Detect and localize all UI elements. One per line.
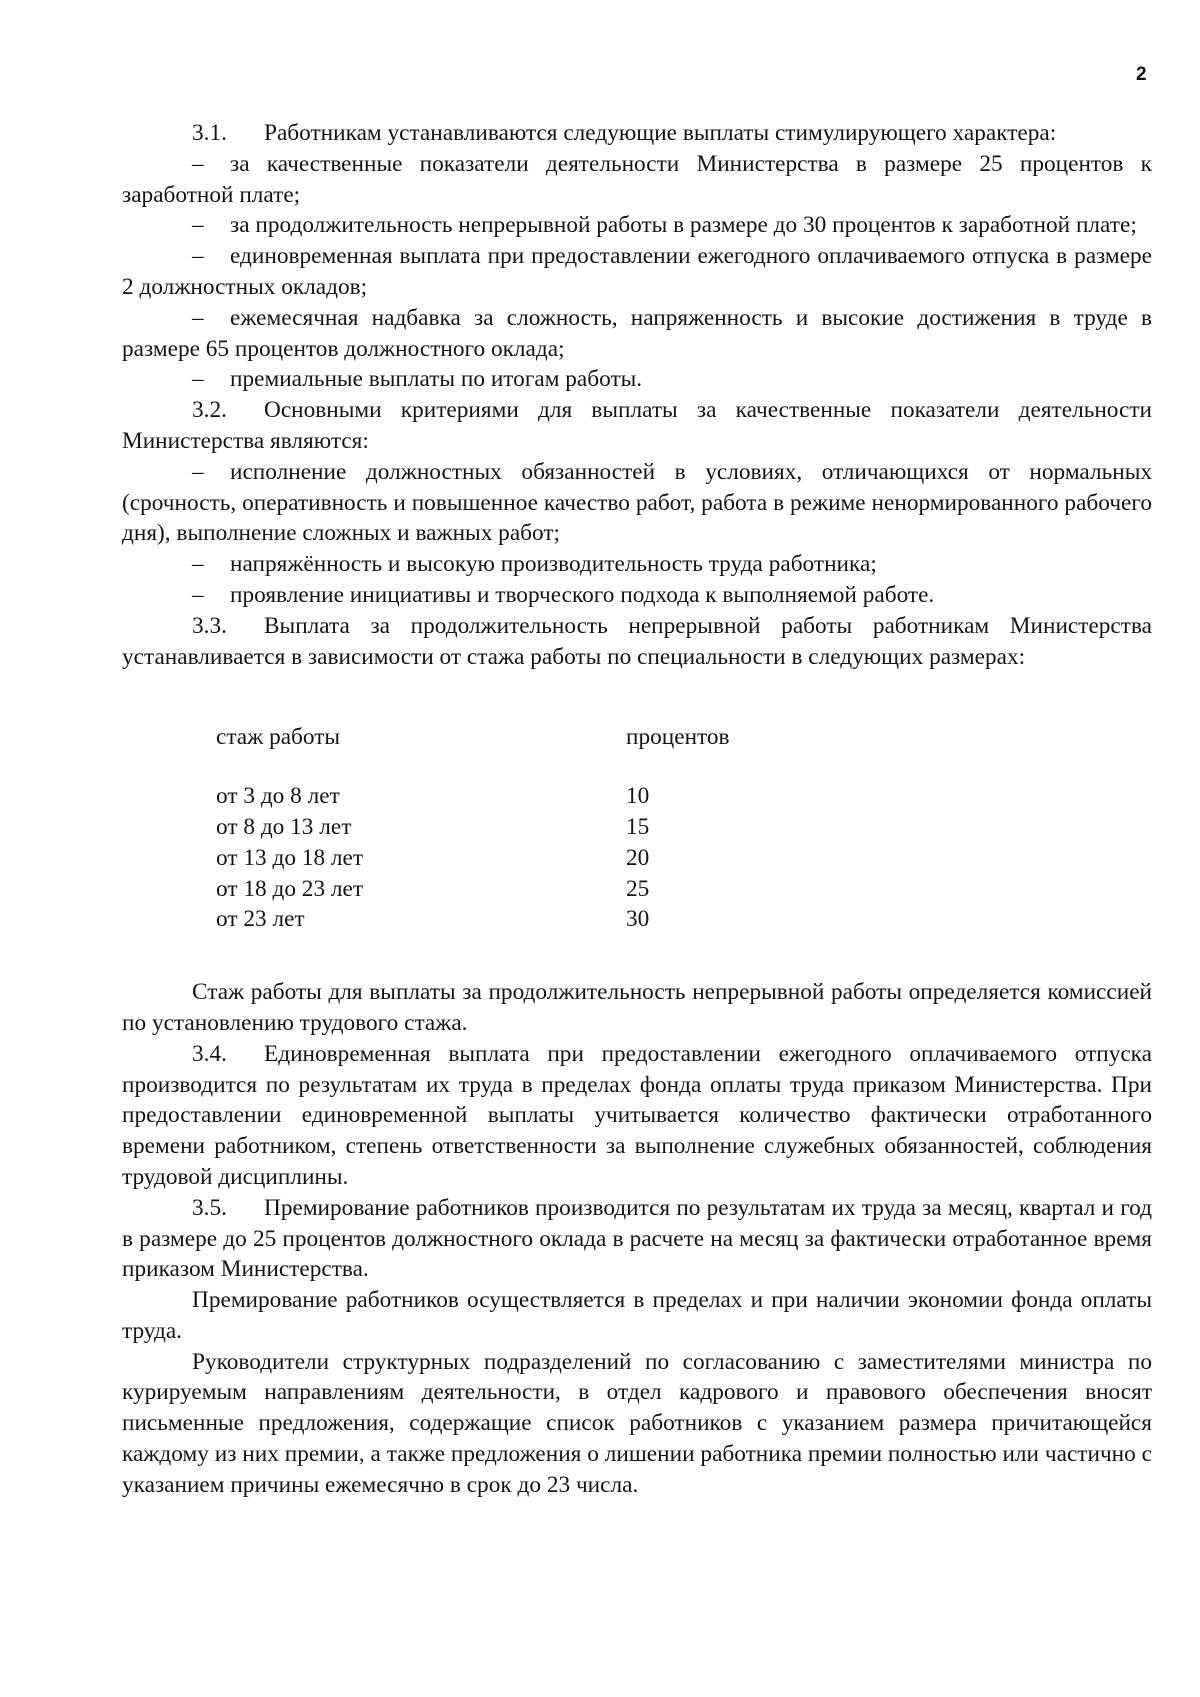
paragraph-text: Премирование работников производится по результатам их труда за месяц, квартал и год в размере до 25 процентов должностного оклада в расчете на месяц за фактически отработанное время приказом Министерства. [122, 1194, 1152, 1283]
table-row [216, 812, 776, 843]
list-item [122, 580, 1152, 611]
paragraph-text: Единовременная выплата при предоставлении ежегодного оплачиваемого отпуска производится по результатам их труда в пределах фонда оплаты труда приказом Министерства. При предоставлении единовременной выплаты учитывается количество фактически отработанного времени работником, степень ответственности за выполнение служебных обязанностей, соблюдения трудовой дисциплины. [122, 1040, 1152, 1190]
dash-bullet: – [192, 366, 204, 393]
numbered-paragraph [122, 1039, 1152, 1193]
dash-bullet: – [192, 304, 204, 331]
table-row [216, 843, 776, 874]
column-header-percent: процентов [626, 724, 730, 751]
dash-bullet: – [192, 212, 204, 239]
paragraph-text: Основными критериями для выплаты за качественные показатели деятельности Министерства являются: [122, 397, 1152, 454]
numbered-paragraph [122, 1193, 1152, 1285]
section-paragraphs-continued [122, 977, 1152, 1501]
seniority-cell: от 3 до 8 лет [216, 783, 340, 810]
list-item [122, 241, 1152, 303]
seniority-table-rows [216, 781, 776, 935]
paragraph-text: Премирование работников осуществляется в пределах и при наличии экономии фонда оплаты труда. [122, 1287, 1152, 1344]
list-item [122, 457, 1152, 549]
seniority-cell: от 13 до 18 лет [216, 844, 364, 871]
numbered-paragraph [122, 611, 1152, 673]
dash-bullet: – [192, 458, 204, 485]
paragraph [122, 1347, 1152, 1501]
percent-cell: 30 [626, 906, 650, 933]
seniority-table [216, 722, 776, 935]
column-header-seniority: стаж работы [216, 724, 341, 751]
list-item [122, 149, 1152, 211]
list-item-text: за продолжительность непрерывной работы в размере до 30 процентов к заработной плате; [230, 212, 1137, 239]
list-item-text: напряжённость и высокую производительность труда работника; [230, 551, 877, 578]
document-body [122, 118, 1152, 1501]
seniority-table-header [216, 722, 776, 753]
paragraph-text: Руководители структурных подразделений по согласованию с заместителями министра по курируемым направлениям деятельности, в отдел кадрового и правового обеспечения вносят письменные предложения, содержащие список работников с указанием размера причитающейся каждому из них премии, а также предложения о лишении работника премии полностью или частично с указанием причины ежемесячно в срок до 23 числа. [122, 1348, 1152, 1498]
list-item-text: за качественные показатели деятельности Министерства в размере 25 процентов к заработной плате; [122, 150, 1152, 208]
page-number: 2 [1136, 64, 1147, 85]
dash-bullet: – [192, 150, 204, 177]
seniority-cell: от 18 до 23 лет [216, 875, 364, 902]
list-item [122, 364, 1152, 395]
list-item-text: проявление инициативы и творческого подхода к выполняемой работе. [230, 581, 935, 608]
paragraph-number: 3.5. [192, 1194, 227, 1221]
percent-cell: 10 [626, 783, 650, 810]
table-row [216, 781, 776, 812]
paragraph [122, 977, 1152, 1039]
section-paragraphs [122, 118, 1152, 672]
paragraph-text: Выплата за продолжительность непрерывной работы работникам Министерства устанавливается в зависимости от стажа работы по специальности в следующих размерах: [122, 612, 1152, 670]
list-item [122, 303, 1152, 365]
seniority-cell: от 8 до 13 лет [216, 813, 352, 840]
seniority-cell: от 23 лет [216, 906, 305, 933]
dash-bullet: – [192, 243, 204, 270]
paragraph [122, 1285, 1152, 1347]
numbered-paragraph [122, 118, 1152, 149]
list-item-text: исполнение должностных обязанностей в условиях, отличающихся от нормальных (срочность, оперативность и повышенное качество работ, работа в режиме ненормированного рабочего дня), выполнение сложных и важных работ; [122, 458, 1152, 547]
dash-bullet: – [192, 581, 204, 608]
table-row [216, 874, 776, 905]
percent-cell: 25 [626, 875, 650, 902]
paragraph-number: 3.3. [192, 612, 227, 639]
list-item-text: единовременная выплата при предоставлении ежегодного оплачиваемого отпуска в размере 2 должностных окладов; [122, 243, 1152, 300]
paragraph-number: 3.2. [192, 397, 227, 424]
dash-bullet: – [192, 551, 204, 578]
numbered-paragraph [122, 395, 1152, 457]
paragraph-text: Работникам устанавливаются следующие выплаты стимулирующего характера: [264, 120, 1057, 146]
table-row [216, 904, 776, 935]
paragraph-number: 3.4. [192, 1040, 227, 1067]
list-item-text: ежемесячная надбавка за сложность, напряженность и высокие достижения в труде в размере 65 процентов должностного оклада; [122, 304, 1152, 362]
percent-cell: 15 [626, 813, 650, 840]
percent-cell: 20 [626, 844, 650, 871]
paragraph-text: Стаж работы для выплаты за продолжительность непрерывной работы определяется комиссией по установлению трудового стажа. [122, 979, 1152, 1036]
list-item [122, 549, 1152, 580]
paragraph-number: 3.1. [192, 120, 227, 146]
list-item [122, 210, 1152, 241]
list-item-text: премиальные выплаты по итогам работы. [230, 366, 643, 393]
